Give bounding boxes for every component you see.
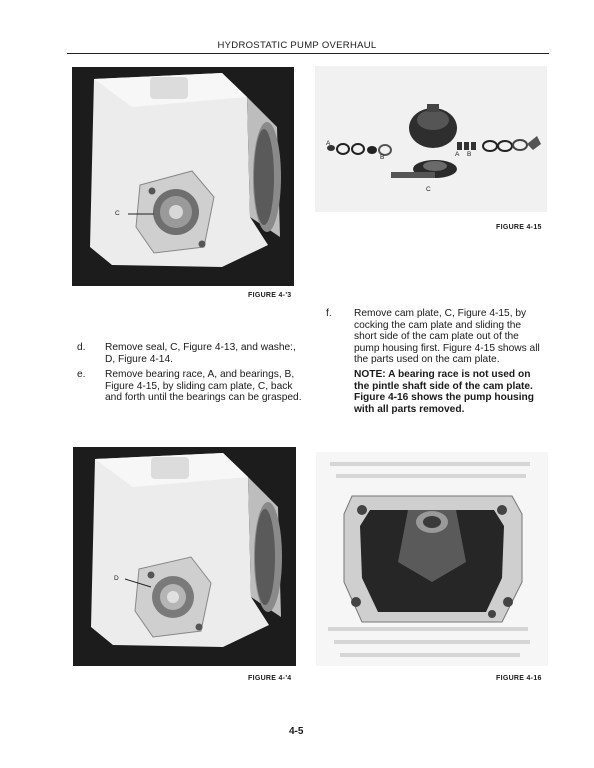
running-header: HYDROSTATIC PUMP OVERHAUL [217,40,377,51]
figure-4-15-callout-b-right: B [467,151,472,158]
figure-4-15-callout-a-left: A [326,140,331,147]
figure-4-15-callout-c: C [426,186,431,193]
figure-4-14-photo [73,447,296,666]
figure-4-15-caption: FIGURE 4-15 [496,224,542,231]
step-e-text: Remove bearing race, A, and bearings, B, Figure 4-15, by sliding cam plate, C, back and forth until the bearings can be grasped. [105,369,302,404]
step-f-label: f. [326,308,332,319]
figure-4-15-photo [315,66,547,212]
figure-4-13-callout-c: C [115,210,120,217]
figure-4-14-callout-d: D [114,575,119,582]
step-f [326,308,546,366]
page-number: 4-5 [289,726,304,737]
figure-4-16-photo [316,452,548,666]
figure-4-15-callout-b-left: B [380,154,385,161]
step-e [77,369,303,404]
step-d-label: d. [77,342,86,353]
header-rule [67,53,549,54]
step-f-text: Remove cam plate, C, Figure 4-15, by cocking the cam plate and sliding the short side of the cam plate out of the pump housing first. Figure 4-15 shows all the parts used on the cam plate. [354,308,540,366]
figure-4-16-caption: FIGURE 4-16 [496,675,542,682]
figure-4-13-caption: FIGURE 4-'3 [248,292,292,299]
step-f-note: NOTE: A bearing race is not used on the pintle shaft side of the cam plate. Figure 4-16 shows the pump housing with all parts removed. [354,369,534,415]
step-e-label: e. [77,369,86,380]
figure-4-13-photo [72,67,294,286]
figure-4-15-callout-a-right: A [455,151,460,158]
step-d [77,342,303,365]
figure-4-14-caption: FIGURE 4-'4 [248,675,292,682]
step-d-text: Remove seal, C, Figure 4-13, and washe:, D, Figure 4-14. [105,342,296,365]
